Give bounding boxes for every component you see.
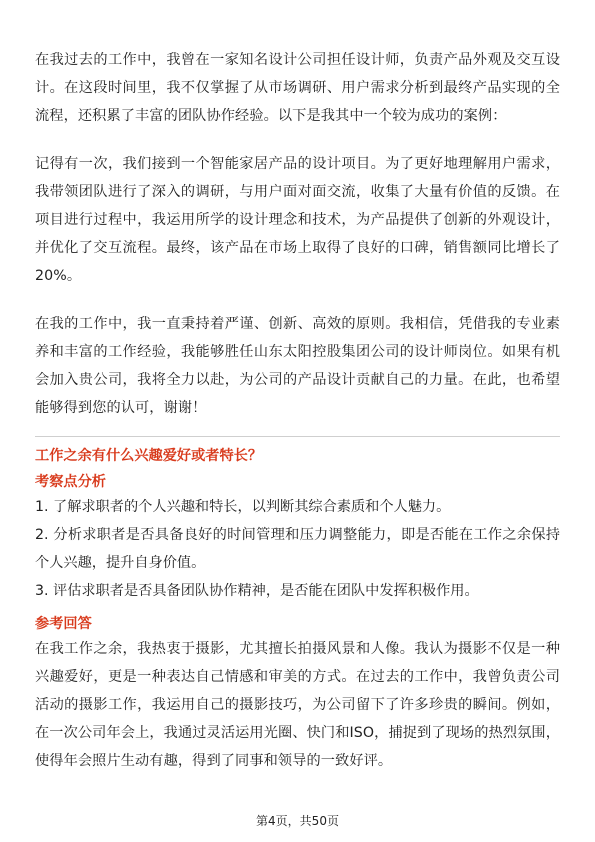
section-divider — [35, 436, 560, 437]
intro-paragraph-2: 记得有一次，我们接到一个智能家居产品的设计项目。为了更好地理解用户需求，我带领团队进行了深入的调研，与用户面对面交流，收集了大量有价值的反馈。在项目进行过程中，我运用所学的设计理念和技术，为产品提供了创新的外观设计，并优化了交互流程。最终，该产品在市场上取得了良好的口碑，销售额同比增长了20%。 — [35, 156, 560, 284]
paragraph-gap — [35, 130, 560, 150]
analysis-item-1: 1. 了解求职者的个人兴趣和特长，以判断其综合素质和个人魅力。 — [35, 499, 451, 515]
answer-paragraph: 在我工作之余，我热衷于摄影，尤其擅长拍摄风景和人像。我认为摄影不仅是一种兴趣爱好，更是一种表达自己情感和审美的方式。在过去的工作中，我曾负责公司活动的摄影工作，我运用自己的摄影技巧，为公司留下了许多珍贵的瞬间。例如，在一次公司年会上，我通过灵活运用光圈、快门和ISO，捕捉到了现场的热烈氛围，使得年会照片生动有趣，得到了同事和领导的一致好评。 — [35, 641, 560, 769]
analysis-label: 考察点分析 — [35, 474, 106, 490]
paragraph-gap — [35, 290, 560, 310]
intro-paragraph-3: 在我的工作中，我一直秉持着严谨、创新、高效的原则。我相信，凭借我的专业素养和丰富的工作经验，我能够胜任山东太阳控股集团公司的设计师岗位。如果有机会加入贵公司，我将全力以赴，为公司的产品设计贡献自己的力量。在此，也希望能够得到您的认可，谢谢！ — [35, 316, 560, 416]
question-heading: 工作之余有什么兴趣爱好或者特长？ — [35, 448, 263, 464]
intro-paragraph-1: 在我过去的工作中，我曾在一家知名设计公司担任设计师，负责产品外观及交互设计。在这段时间里，我不仅掌握了从市场调研、用户需求分析到最终产品实现的全流程，还积累了丰富的团队协作经验。以下是我其中一个较为成功的案例： — [35, 52, 560, 124]
answer-label: 参考回答 — [35, 616, 92, 632]
page-number: 第4页，共50页 — [256, 814, 339, 828]
analysis-item-2: 2. 分析求职者是否具备良好的时间管理和压力调整能力，即是否能在工作之余保持个人兴趣，提升自身价值。 — [35, 527, 560, 571]
document-page — [35, 46, 560, 775]
analysis-item-3: 3. 评估求职者是否具备团队协作精神，是否能在团队中发挥积极作用。 — [35, 583, 479, 599]
